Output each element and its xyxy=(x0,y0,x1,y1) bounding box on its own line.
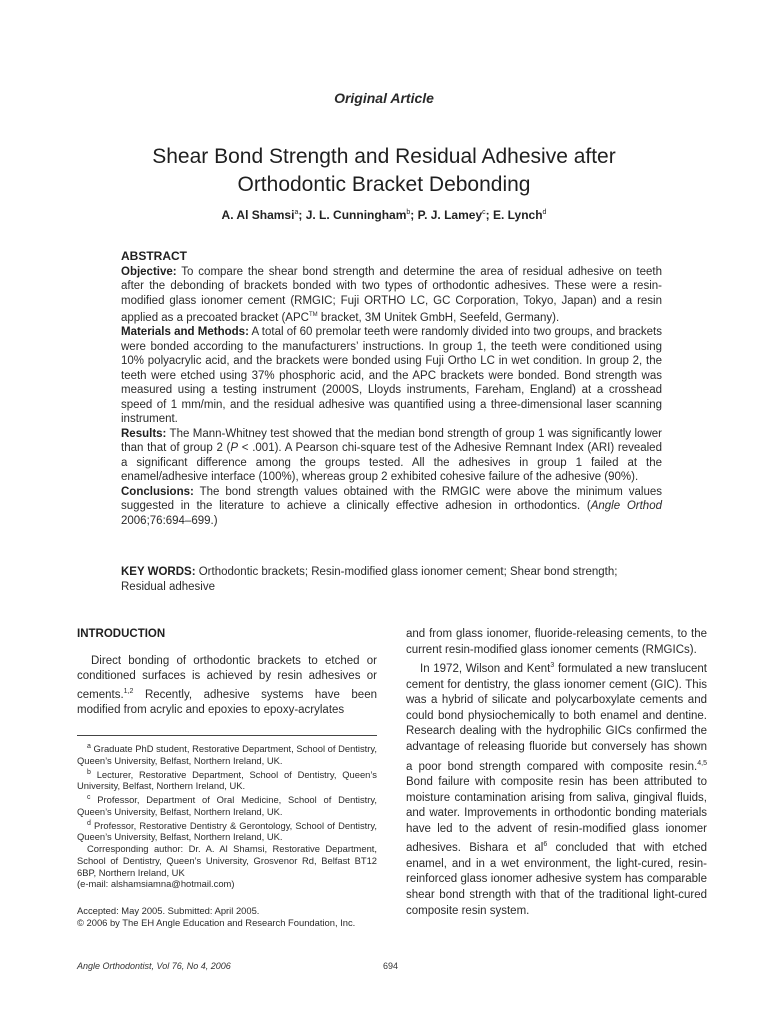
footnote-text: Professor, Restorative Dentistry & Gerontology, School of Dentistry, Queen’s University, Belfast, Northern Ireland, UK. xyxy=(77,819,377,843)
results-text: The Mann-Whitney test showed that the median bond strength of group 1 was significantly lower than that of group 2 ( xyxy=(121,427,662,455)
corresponding-email: (e-mail: alshamsiamna@hotmail.com) xyxy=(77,878,235,890)
abstract-results xyxy=(121,427,662,485)
p-value-symbol: P xyxy=(230,442,239,455)
footnote xyxy=(77,792,377,818)
intro-text: formulated a new translucent cement for dentistry, the glass ionomer cement (GIC). This was a hybrid of silicate and polycarboxylate cements and could bond physiochemically to both enamel and dentine. Research dealing with the hydrophilic GICs confirmed the advantage of releasing fluoride but conversely has shown a poor bond strength compared with composite resin. xyxy=(406,663,708,773)
citation-mark: 4,5 xyxy=(697,759,707,767)
citation-mark: 1,2 xyxy=(123,688,134,696)
intro-text-end: Recently, adhesive systems have been modified from acrylic and epoxies to epoxy-acrylates xyxy=(77,689,377,717)
footnote xyxy=(77,741,377,767)
journal-citation: Angle Orthod xyxy=(590,500,662,513)
author-separator: ; xyxy=(485,208,493,222)
right-column-text xyxy=(406,627,707,919)
footnote-divider xyxy=(77,735,377,736)
objective-text-end: bracket, 3M Unitek GmbH, Seefeld, Germany). xyxy=(317,311,560,324)
results-text-end: < .001). A Pearson chi-square test of the Adhesive Remnant Index (ARI) revealed a significant difference among the groups tested. All the adhesives in group 1 failed at the enamel/adhesive interface (100%), whereas group 2 exhibited cohesive failure of the adhesive (90%). xyxy=(121,442,662,484)
abstract-objective xyxy=(121,265,662,326)
title-line-2: Orthodontic Bracket Debonding xyxy=(237,173,531,196)
author-separator: ; xyxy=(298,208,306,222)
key-words xyxy=(121,565,662,595)
section-label: Original Article xyxy=(334,90,434,106)
abstract-methods xyxy=(121,325,662,427)
intro-text-end: concluded that with etched enamel, and in a wet environment, the light-cured, resin-reinforced glass ionomer adhesive system has comparable shear bond strength with that of the traditional light-cured composite resin system. xyxy=(406,842,707,917)
key-words-label: KEY WORDS: xyxy=(121,566,196,578)
methods-label: Materials and Methods: xyxy=(121,326,249,339)
footnote-mark: d xyxy=(87,819,91,827)
left-column-text xyxy=(77,654,377,719)
footnote-text: Graduate PhD student, Restorative Department, School of Dentistry, Queen’s University, Belfast, Northern Ireland, UK. xyxy=(77,743,377,766)
conclusions-text-end: 2006;76:694–699.) xyxy=(121,514,218,527)
article-dates xyxy=(77,905,377,928)
intro-paragraph-continued: and from glass ionomer, fluoride-releasing cements, to the current resin-modified glass ionomer cements (RMGICs). xyxy=(406,628,707,656)
citation-mark: 6 xyxy=(543,841,548,849)
author-affiliation-mark: b xyxy=(406,209,411,216)
intro-text: Direct bonding of orthodontic brackets to etched or conditioned surfaces is achieved by resin adhesives or cements. xyxy=(77,655,377,702)
article-title xyxy=(60,143,708,199)
key-words-text: Orthodontic brackets; Resin-modified glass ionomer cement; Shear bond strength; Residual adhesive xyxy=(121,566,618,593)
author: J. L. Cunningham xyxy=(305,208,407,222)
author-affiliation-mark: c xyxy=(482,209,486,216)
abstract-heading: ABSTRACT xyxy=(121,249,187,263)
abstract-conclusions xyxy=(121,485,662,529)
intro-paragraph xyxy=(77,654,377,719)
abstract xyxy=(121,249,662,528)
title-line-1: Shear Bond Strength and Residual Adhesive after xyxy=(152,145,616,168)
corresponding-author: Corresponding author: Dr. A. Al Shamsi, Restorative Department, School of Dentistry, Queen’s University, Grosvenor Rd, Belfast BT12 6BP, Northern Ireland, UK xyxy=(77,843,377,878)
author-list xyxy=(0,208,768,222)
copyright-notice: © 2006 by The EH Angle Education and Research Foundation, Inc. xyxy=(77,916,356,928)
methods-text: A total of 60 premolar teeth were randomly divided into two groups, and brackets were bonded according to the manufacturers’ instructions. In group 1, the teeth were conditioned using 10% polyacrylic acid, and the brackets were bonded using Fuji Ortho LC in wet condition. In group 2, the teeth were etched using 37% phosphoric acid, and the APC brackets were bonded. Bond strength was measured using a testing instrument (2000S, Lloyds instruments, Fareham, England) at a crosshead speed of 1 mm/min, and the residual adhesive was quantified using a three-dimensional laser scanning instrument. xyxy=(121,326,662,426)
footer-journal: Angle Orthodontist, Vol 76, No 4, 2006 xyxy=(77,961,231,971)
footnote-mark: b xyxy=(87,768,91,776)
author: E. Lynch xyxy=(492,208,543,222)
accepted-submitted: Accepted: May 2005. Submitted: April 2005. xyxy=(77,905,260,916)
footnote-mark: a xyxy=(87,743,91,750)
author-separator: ; xyxy=(410,208,418,222)
objective-text: To compare the shear bond strength and determine the area of residual adhesive on teeth after the debonding of brackets bonded with two types of orthodontic adhesives. These were a resin-modified glass ionomer cement (RMGIC; Fuji ORTHO LC, GC Corporation, Tokyo, Japan) and a resin applied as a precoated bracket (APC xyxy=(121,265,662,324)
page-number: 694 xyxy=(383,961,399,971)
intro-text: Bond failure with composite resin has been attributed to moisture contamination arising from saliva, gingival fluids, and water. Improvements in orthodontic bonding materials have led to the advent of resin-modified glass ionomer adhesives. Bishara et al xyxy=(406,776,707,855)
footnote-text: Lecturer, Restorative Department, School of Dentistry, Queen’s University, Belfast, Northern Ireland, UK. xyxy=(77,768,377,792)
citation-mark: 3 xyxy=(550,662,555,670)
introduction-heading: INTRODUCTION xyxy=(77,628,166,640)
footnote-text: Professor, Department of Oral Medicine, School of Dentistry, Queen’s University, Belfast, Northern Ireland, UK. xyxy=(77,794,377,817)
conclusions-label: Conclusions: xyxy=(121,485,194,498)
author-affiliation-mark: a xyxy=(294,209,299,216)
intro-text: In 1972, Wilson and Kent xyxy=(420,663,551,676)
conclusions-text: The bond strength values obtained with the RMGIC were above the minimum values suggested in the literature to achieve a clinically effective adhesion in orthodontics. ( xyxy=(121,485,662,513)
footnote xyxy=(77,767,377,793)
objective-label: Objective: xyxy=(121,265,177,278)
intro-paragraph xyxy=(406,658,707,919)
author: P. J. Lamey xyxy=(417,208,483,222)
trademark-mark: TM xyxy=(308,312,318,318)
author-affiliation-mark: d xyxy=(542,209,547,216)
footnotes xyxy=(77,741,377,890)
results-label: Results: xyxy=(121,427,167,440)
footnote xyxy=(77,818,377,844)
footnote-mark: c xyxy=(87,794,91,802)
author: A. Al Shamsi xyxy=(221,208,295,222)
